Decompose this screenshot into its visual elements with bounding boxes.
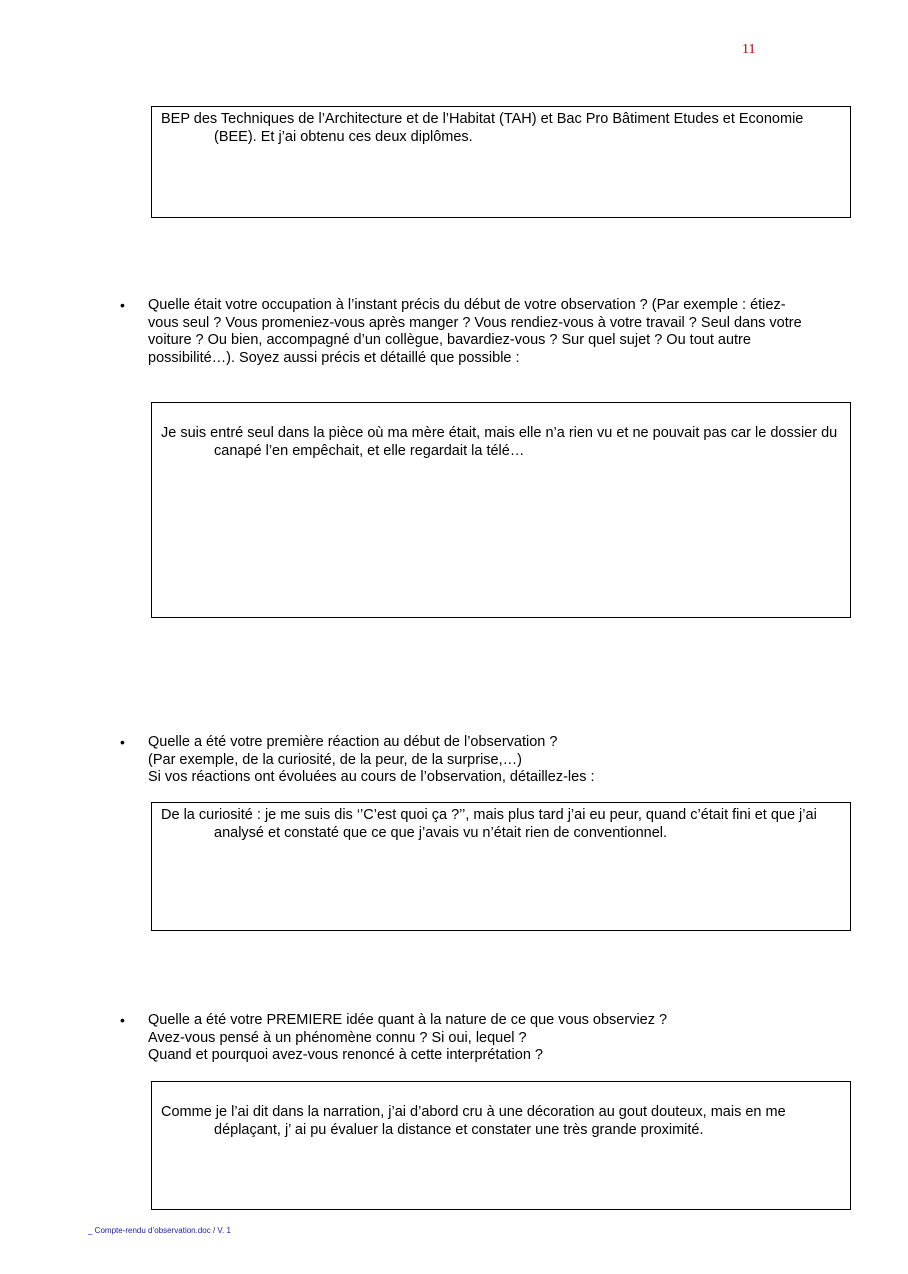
question-line: vous seul ? Vous promeniez-vous après manger ? Vous rendiez-vous à votre travail ? Seul dans votre bbox=[148, 314, 802, 331]
question-line: Si vos réactions ont évoluées au cours de l’observation, détaillez-les : bbox=[148, 769, 595, 785]
question-line: (Par exemple, de la curiosité, de la peur, de la surprise,…) bbox=[148, 751, 522, 768]
page-number: 11 bbox=[742, 42, 756, 57]
bullet-icon: • bbox=[120, 734, 125, 750]
bullet-icon: • bbox=[120, 297, 125, 313]
question-line: voiture ? Ou bien, accompagné d’un collègue, bavardiez-vous ? Sur quel sujet ? Ou tout autre bbox=[148, 332, 751, 348]
question-first-idea bbox=[120, 1012, 830, 1065]
answer-box-first-idea bbox=[151, 1081, 851, 1210]
answer-text: Je suis entré seul dans la pièce où ma mère était, mais elle n’a rien vu et ne pouvait pas car le dossier du canapé l’en empêchait, et elle regardait la télé… bbox=[161, 425, 838, 459]
answer-text: Comme je l’ai dit dans la narration, j’ai d’abord cru à une décoration au gout douteux, mais en me déplaçant, j’ ai pu évaluer la distance et constater une très grande proximité. bbox=[161, 1104, 786, 1138]
footer-filename: _ Compte-rendu d’observation.doc / V. 1 bbox=[88, 1226, 231, 1235]
question-line: Quelle était votre occupation à l’instant précis du début de votre observation ? (Par exemple : étiez- bbox=[148, 297, 786, 313]
answer-box-occupation bbox=[151, 402, 851, 618]
question-occupation bbox=[120, 297, 830, 367]
bullet-icon: • bbox=[120, 1012, 125, 1028]
answer-box-training bbox=[151, 106, 851, 218]
question-line: Avez-vous pensé à un phénomène connu ? Si oui, lequel ? bbox=[148, 1029, 527, 1046]
answer-box-first-reaction bbox=[151, 802, 851, 931]
question-first-reaction bbox=[120, 734, 830, 787]
question-line: possibilité…). Soyez aussi précis et détaillé que possible : bbox=[148, 349, 520, 366]
answer-text: BEP des Techniques de l’Architecture et de l’Habitat (TAH) et Bac Pro Bâtiment Etudes et Economie (BEE). Et j’ai obtenu ces deux diplômes. bbox=[161, 111, 804, 145]
question-line: Quand et pourquoi avez-vous renoncé à cette interprétation ? bbox=[148, 1047, 543, 1063]
question-line: Quelle a été votre PREMIERE idée quant à la nature de ce que vous observiez ? bbox=[148, 1012, 668, 1028]
answer-text: De la curiosité : je me suis dis ‘’C’est quoi ça ?’’, mais plus tard j’ai eu peur, quand c’était fini et que j’ai analysé et constaté que ce que j’avais vu n’était rien de conventionnel. bbox=[161, 807, 817, 841]
question-line: Quelle a été votre première réaction au début de l’observation ? bbox=[148, 734, 558, 750]
